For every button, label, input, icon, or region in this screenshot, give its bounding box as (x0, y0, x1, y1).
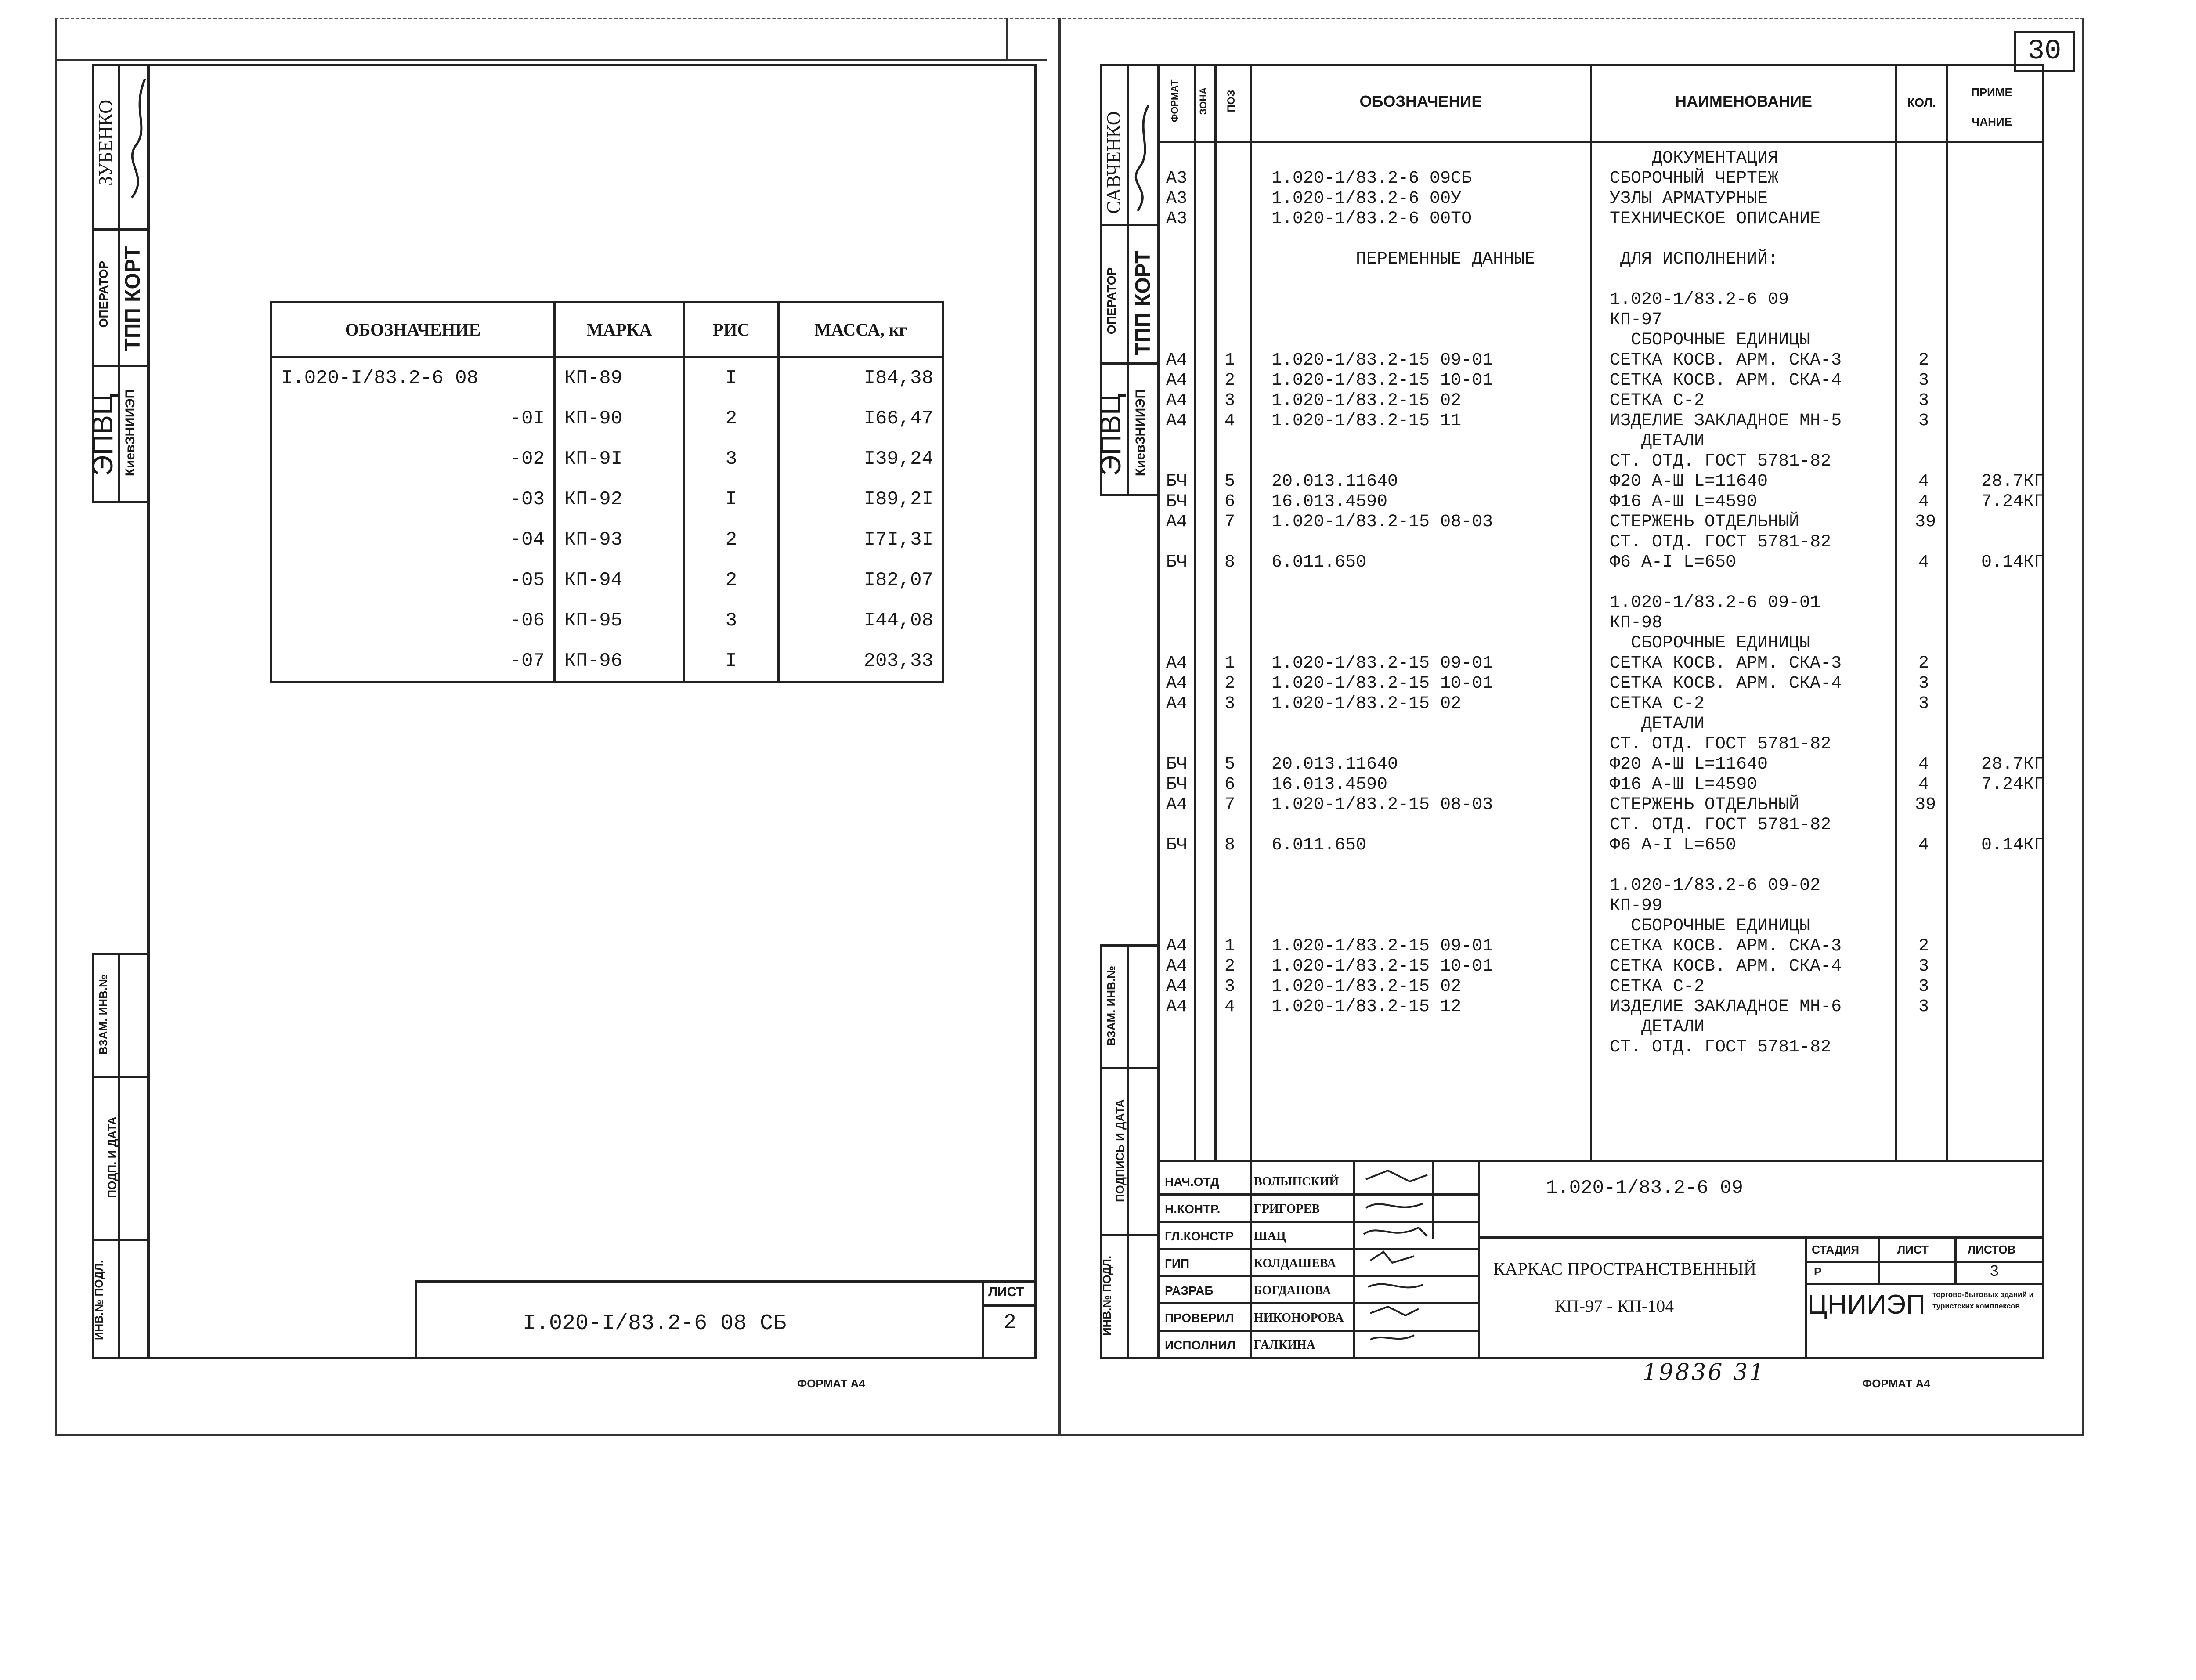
spec-format: А4 (1166, 795, 1188, 815)
spec-designation: ПЕРЕМЕННЫЕ ДАННЫЕ (1271, 249, 1535, 269)
spec-row (0, 249, 2196, 270)
spec-qty: 2 (1918, 936, 1929, 956)
spec-row (0, 633, 2196, 654)
stamp-org-bottom: КиевЗНИИЭП (123, 389, 137, 477)
side-label-vzam: ВЗАМ. ИНВ.№ (1105, 965, 1118, 1046)
cell-mark: КП-95 (555, 600, 684, 641)
stamp-operator-label: ОПЕРАТОР (97, 260, 110, 328)
tb-line (1432, 1160, 1434, 1239)
spec-designation: 1.020-1/83.2-15 02 (1271, 391, 1462, 411)
spec-name: СТЕРЖЕНЬ ОТДЕЛЬНЫЙ (1610, 795, 1800, 815)
tb-role: ГЛ.КОНСТР (1165, 1229, 1234, 1243)
cell-fig: I (684, 479, 779, 520)
header-note-bottom: ЧАНИЕ (1972, 115, 2012, 128)
spec-name: СЕТКА С-2 (1610, 977, 1705, 997)
org-name: ЦНИИЭП (1807, 1290, 1925, 1320)
spec-name: СТ. ОТД. ГОСТ 5781-82 (1610, 815, 1831, 835)
cell-fig: 2 (684, 520, 779, 560)
spec-pos: 1 (1224, 936, 1235, 956)
spec-qty: 3 (1918, 391, 1929, 411)
spec-row (0, 148, 2196, 169)
spec-name: 1.020-1/83.2-6 09-01 (1610, 593, 1821, 613)
spec-name: 1.020-1/83.2-6 09 (1610, 290, 1789, 310)
spec-name: ДЕТАЛИ (1610, 431, 1705, 451)
right-title-designation: 1.020-1/83.2-6 09 (1546, 1177, 1743, 1199)
spec-row (0, 573, 2196, 593)
side-label-podp: ПОДПИСЬ И ДАТА (1113, 1099, 1127, 1203)
spec-format: А4 (1166, 977, 1188, 997)
spec-format: А4 (1166, 391, 1188, 411)
spec-row (0, 189, 2196, 209)
cell-mark: КП-89 (555, 357, 684, 399)
spec-name: СЕТКА КОСВ. АРМ. СКА-3 (1610, 654, 1842, 673)
spec-name: СТ. ОТД. ГОСТ 5781-82 (1610, 734, 1831, 754)
header-pos: ПОЗ (1225, 90, 1237, 112)
spec-name: Ф6 А-I L=650 (1610, 553, 1737, 572)
spec-format: БЧ (1166, 775, 1188, 795)
spec-name: Ф6 А-I L=650 (1610, 835, 1737, 855)
spec-pos: 8 (1224, 835, 1235, 855)
spec-name: СБОРОЧНЫЕ ЕДИНИЦЫ (1610, 633, 1810, 653)
header-format: ФОРМАТ (1169, 79, 1180, 123)
cell-mass: I39,24 (779, 439, 943, 479)
spec-format: БЧ (1166, 472, 1188, 491)
spec-row (0, 613, 2196, 633)
side-label-inv: ИНВ.№ ПОДЛ. (92, 1260, 105, 1340)
spec-pos: 3 (1224, 694, 1235, 714)
spec-name: Ф16 А-Ш L=4590 (1610, 492, 1758, 512)
spec-qty: 4 (1918, 775, 1929, 795)
spec-qty: 39 (1915, 512, 1936, 532)
col-header-fig: РИС (684, 302, 779, 357)
spec-pos: 6 (1224, 492, 1235, 512)
spec-row (0, 452, 2196, 472)
spec-qty: 39 (1915, 795, 1936, 815)
cell-mark: КП-96 (555, 641, 684, 683)
spec-name: ДОКУМЕНТАЦИЯ (1610, 148, 1779, 168)
spec-designation: 16.013.4590 (1271, 492, 1388, 512)
tb-role: ИСПОЛНИЛ (1165, 1338, 1236, 1352)
header-zone: ЗОНА (1198, 87, 1209, 115)
spec-row (0, 856, 2196, 876)
spec-designation: 1.020-1/83.2-15 09-01 (1271, 654, 1493, 673)
spec-qty: 3 (1918, 371, 1929, 390)
spec-row (0, 654, 2196, 674)
spec-row (0, 290, 2196, 310)
spec-format: А4 (1166, 654, 1188, 673)
right-format-label: ФОРМАТ А4 (1862, 1377, 1930, 1390)
spec-name: УЗЛЫ АРМАТУРНЫЕ (1610, 189, 1768, 209)
spec-name: СБОРОЧНЫЙ ЧЕРТЕЖ (1610, 169, 1779, 188)
stage-label: СТАДИЯ (1812, 1243, 1860, 1256)
spec-qty: 2 (1918, 654, 1929, 673)
spec-name: КП-99 (1610, 896, 1663, 916)
spec-row (0, 815, 2196, 835)
spec-row (0, 997, 2196, 1017)
spec-designation: 1.020-1/83.2-15 08-03 (1271, 795, 1493, 815)
cell-designation: -05 (271, 560, 555, 600)
spec-designation: 1.020-1/83.2-15 08-03 (1271, 512, 1493, 532)
spec-note: 0.14КГ (1981, 553, 2044, 572)
spec-name: Ф16 А-Ш L=4590 (1610, 775, 1758, 795)
spec-row (0, 1017, 2196, 1037)
spec-row (0, 532, 2196, 553)
stamp-operator-value: ТПП КОРТ (1131, 250, 1155, 356)
tb-line (1478, 1160, 1480, 1359)
cell-fig: 2 (684, 398, 779, 439)
spec-pos: 2 (1224, 957, 1235, 976)
spec-name: КП-97 (1610, 310, 1663, 330)
tb-line (1878, 1236, 1880, 1283)
spec-pos: 3 (1224, 977, 1235, 997)
spec-row (0, 957, 2196, 977)
spec-name: ДЛЯ ИСПОЛНЕНИЙ: (1610, 249, 1779, 269)
cell-mark: КП-93 (555, 520, 684, 560)
stage-value: Р (1814, 1265, 1822, 1278)
spec-name: СТ. ОТД. ГОСТ 5781-82 (1610, 532, 1831, 552)
spec-row (0, 795, 2196, 815)
spec-format: А3 (1166, 189, 1188, 209)
header-designation: ОБОЗНАЧЕНИЕ (1359, 92, 1482, 110)
spec-name: СТ. ОТД. ГОСТ 5781-82 (1610, 1037, 1831, 1057)
spec-designation: 6.011.650 (1271, 553, 1367, 572)
spec-row (0, 472, 2196, 492)
spec-row (0, 350, 2196, 371)
tb-person: ВОЛЫНСКИЙ (1254, 1175, 1339, 1189)
top-bar-left (55, 18, 1047, 61)
spec-row (0, 330, 2196, 350)
cell-fig: I (684, 641, 779, 683)
spec-format: БЧ (1166, 553, 1188, 572)
title-line1: КАРКАС ПРОСТРАНСТВЕННЫЙ (1493, 1259, 1756, 1279)
side-divider (1100, 1234, 1159, 1236)
tb-person: ГРИГОРЕВ (1254, 1202, 1320, 1216)
cell-mark: КП-94 (555, 560, 684, 600)
cell-mark: КП-90 (555, 398, 684, 439)
spec-qty: 3 (1918, 957, 1929, 976)
cell-designation: I.020-I/83.2-6 08 (271, 357, 555, 399)
cell-mass: I89,2I (779, 479, 943, 520)
stamp-org-top: ЭПВЦ (86, 394, 119, 476)
cell-fig: 3 (684, 439, 779, 479)
title-line2: КП-97 - КП-104 (1555, 1296, 1674, 1316)
spec-name: СТ. ОТД. ГОСТ 5781-82 (1610, 452, 1831, 471)
spec-name: ИЗДЕЛИЕ ЗАКЛАДНОЕ МН-5 (1610, 411, 1842, 431)
spec-row (0, 371, 2196, 391)
title-block-divider (982, 1280, 984, 1359)
spec-note: 7.24КГ (1981, 775, 2044, 795)
spec-pos: 1 (1224, 654, 1235, 673)
tb-person: ГАЛКИНА (1254, 1338, 1315, 1352)
spec-designation: 1.020-1/83.2-15 10-01 (1271, 371, 1493, 390)
spec-pos: 8 (1224, 553, 1235, 572)
cell-mass: I82,07 (779, 560, 943, 600)
spec-rows (0, 148, 2196, 1159)
spec-pos: 7 (1224, 795, 1235, 815)
spec-row (0, 593, 2196, 613)
cell-fig: 2 (684, 560, 779, 600)
header-name: НАИМЕНОВАНИЕ (1675, 92, 1812, 110)
col-header-designation: ОБОЗНАЧЕНИЕ (271, 302, 555, 357)
spec-name: СЕТКА КОСВ. АРМ. СКА-3 (1610, 936, 1842, 956)
side-divider (92, 1239, 149, 1241)
spec-note: 7.24КГ (1981, 492, 2044, 512)
tb-role: Н.КОНТР. (1165, 1202, 1221, 1216)
spec-format: А3 (1166, 209, 1188, 229)
spec-row (0, 916, 2196, 936)
stamp-operator-value: ТПП КОРТ (121, 246, 144, 351)
tb-role: РАЗРАБ (1165, 1284, 1214, 1297)
stamp-name: САВЧЕНКО (1103, 111, 1124, 214)
spec-name: СЕТКА КОСВ. АРМ. СКА-4 (1610, 957, 1842, 976)
tb-role: НАЧ.ОТД (1165, 1175, 1219, 1189)
cell-mass: I66,47 (779, 398, 943, 439)
spec-pos: 4 (1224, 997, 1235, 1017)
left-format-label: ФОРМАТ А4 (797, 1377, 865, 1390)
spec-row (0, 512, 2196, 532)
tb-person: БОГДАНОВА (1254, 1284, 1331, 1297)
spec-designation: 1.020-1/83.2-15 12 (1271, 997, 1462, 1017)
spec-header-bottom (1157, 141, 2044, 143)
spec-qty: 3 (1918, 411, 1929, 431)
spec-row (0, 734, 2196, 755)
page-number-box: 30 (2014, 31, 2075, 72)
cell-designation: -07 (271, 641, 555, 683)
spec-designation: 1.020-1/83.2-6 00ТО (1271, 209, 1472, 229)
spec-row (0, 876, 2196, 896)
spec-qty: 3 (1918, 694, 1929, 714)
tb-line (1805, 1283, 2044, 1285)
spec-qty: 4 (1918, 553, 1929, 572)
stamp-operator-label: ОПЕРАТОР (1105, 267, 1118, 335)
side-label-podp: ПОДП. И ДАТА (105, 1116, 119, 1198)
stamp-name: ЗУБЕНКО (95, 99, 116, 186)
spec-format: БЧ (1166, 835, 1188, 855)
spec-format: А4 (1166, 997, 1188, 1017)
spec-name: ДЕТАЛИ (1610, 714, 1705, 734)
spec-name: СЕТКА С-2 (1610, 694, 1705, 714)
cell-mass: I44,08 (779, 600, 943, 641)
spec-name: СБОРОЧНЫЕ ЕДИНИЦЫ (1610, 916, 1810, 936)
spec-format: А4 (1166, 371, 1188, 390)
spec-row (0, 310, 2196, 330)
spec-row (0, 977, 2196, 997)
org-subtitle: торгово-бытовых зданий и туристских комплексов (1932, 1290, 2034, 1310)
spec-row (0, 411, 2196, 431)
spec-row (0, 229, 2196, 249)
spec-qty: 4 (1918, 492, 1929, 512)
spec-qty: 2 (1918, 350, 1929, 370)
spec-format: А4 (1166, 957, 1188, 976)
spec-name: 1.020-1/83.2-6 09-02 (1610, 876, 1821, 896)
spec-row (0, 694, 2196, 714)
spec-format: А4 (1166, 936, 1188, 956)
spec-note: 0.14КГ (1981, 835, 2044, 855)
spec-format: А3 (1166, 169, 1188, 188)
spec-designation: 16.013.4590 (1271, 775, 1388, 795)
spec-row (0, 431, 2196, 452)
tb-role: ПРОВЕРИЛ (1165, 1311, 1234, 1325)
sheets-label: ЛИСТОВ (1968, 1243, 2016, 1256)
col-header-mark: МАРКА (555, 302, 684, 357)
spec-name: СЕТКА КОСВ. АРМ. СКА-4 (1610, 674, 1842, 694)
spec-pos: 3 (1224, 391, 1235, 411)
spec-row (0, 755, 2196, 775)
cell-mark: КП-9I (555, 439, 684, 479)
spec-format: А4 (1166, 674, 1188, 694)
spec-designation: 1.020-1/83.2-15 09-01 (1271, 350, 1493, 370)
header-note-top: ПРИМЕ (1971, 86, 2012, 99)
spec-designation: 1.020-1/83.2-15 10-01 (1271, 674, 1493, 694)
spec-name: Ф20 А-Ш L=11640 (1610, 472, 1768, 491)
spec-row (0, 936, 2196, 957)
stamp-org-bottom: КиевЗНИИЭП (1133, 389, 1148, 477)
spec-note: 28.7КГ (1981, 755, 2044, 774)
spec-name: СЕТКА КОСВ. АРМ. СКА-4 (1610, 371, 1842, 390)
cell-mark: КП-92 (555, 479, 684, 520)
spec-designation: 20.013.11640 (1271, 472, 1398, 491)
left-sheet-value: 2 (1004, 1311, 1016, 1335)
spec-format: А4 (1166, 411, 1188, 431)
top-bar-cell (1006, 18, 1008, 61)
cell-mass: 203,33 (779, 641, 943, 683)
spec-pos: 4 (1224, 411, 1235, 431)
spec-name: ТЕХНИЧЕСКОЕ ОПИСАНИЕ (1610, 209, 1821, 229)
spec-row (0, 169, 2196, 189)
spec-row (0, 553, 2196, 573)
cell-designation: -03 (271, 479, 555, 520)
spec-designation: 1.020-1/83.2-6 00У (1271, 189, 1462, 209)
spec-designation: 1.020-1/83.2-6 09СБ (1271, 169, 1472, 188)
spec-row (0, 209, 2196, 229)
spec-pos: 2 (1224, 674, 1235, 694)
spec-name: ИЗДЕЛИЕ ЗАКЛАДНОЕ МН-6 (1610, 997, 1842, 1017)
spec-row (0, 492, 2196, 512)
spec-name: Ф20 А-Ш L=11640 (1610, 755, 1768, 774)
cell-mass: I84,38 (779, 357, 943, 399)
spec-pos: 5 (1224, 472, 1235, 491)
spec-pos: 5 (1224, 755, 1235, 774)
spec-name: СТЕРЖЕНЬ ОТДЕЛЬНЫЙ (1610, 512, 1800, 532)
title-block-divider (982, 1304, 1037, 1307)
spec-name: КП-98 (1610, 613, 1663, 633)
handwritten-number: 19836 31 (1643, 1359, 1766, 1386)
tb-role: ГИП (1165, 1257, 1190, 1270)
spec-qty: 3 (1918, 977, 1929, 997)
cell-designation: -0I (271, 398, 555, 439)
spec-format: А4 (1166, 694, 1188, 714)
spec-row (0, 1037, 2196, 1058)
spec-name: СЕТКА КОСВ. АРМ. СКА-3 (1610, 350, 1842, 370)
cell-fig: 3 (684, 600, 779, 641)
spec-pos: 6 (1224, 775, 1235, 795)
col-header-mass: МАССА, кг (779, 302, 943, 357)
header-qty: КОЛ. (1907, 96, 1936, 109)
spec-qty: 4 (1918, 835, 1929, 855)
spec-qty: 3 (1918, 674, 1929, 694)
spec-designation: 1.020-1/83.2-15 11 (1271, 411, 1462, 431)
cell-fig: I (684, 357, 779, 399)
spec-qty: 4 (1918, 472, 1929, 491)
spec-row (0, 714, 2196, 734)
spec-row (0, 896, 2196, 916)
spec-designation: 1.020-1/83.2-15 09-01 (1271, 936, 1493, 956)
spec-name: СЕТКА С-2 (1610, 391, 1705, 411)
spec-format: БЧ (1166, 755, 1188, 774)
tb-person: НИКОНОРОВА (1254, 1311, 1344, 1325)
tb-person: КОЛДАШЕВА (1254, 1257, 1336, 1270)
spec-pos: 7 (1224, 512, 1235, 532)
spec-name: СБОРОЧНЫЕ ЕДИНИЦЫ (1610, 330, 1810, 350)
spec-designation: 20.013.11640 (1271, 755, 1398, 774)
cell-designation: -02 (271, 439, 555, 479)
left-title-designation: I.020-I/83.2-6 08 СБ (523, 1311, 787, 1336)
stamp-org-top: ЭПВЦ (1094, 394, 1127, 476)
cell-mass: I7I,3I (779, 520, 943, 560)
spec-format: А4 (1166, 512, 1188, 532)
spec-pos: 1 (1224, 350, 1235, 370)
spec-row (0, 270, 2196, 290)
spec-row (0, 775, 2196, 795)
spec-format: А4 (1166, 350, 1188, 370)
sheets-value: 3 (1990, 1263, 1999, 1281)
spec-designation: 1.020-1/83.2-15 10-01 (1271, 957, 1493, 976)
side-label-inv: ИНВ.№ ПОДЛ. (1100, 1255, 1113, 1336)
spec-row (0, 835, 2196, 856)
sheet-label: ЛИСТ (1897, 1243, 1929, 1256)
tb-line (1478, 1236, 2044, 1239)
spec-note: 28.7КГ (1981, 472, 2044, 491)
spec-row (0, 391, 2196, 411)
spec-qty: 4 (1918, 755, 1929, 774)
spec-format: БЧ (1166, 492, 1188, 512)
spec-qty: 3 (1918, 997, 1929, 1017)
tb-person: ШАЦ (1254, 1229, 1286, 1243)
spec-designation: 1.020-1/83.2-15 02 (1271, 977, 1462, 997)
spec-designation: 1.020-1/83.2-15 02 (1271, 694, 1462, 714)
cell-designation: -06 (271, 600, 555, 641)
tb-line (1805, 1261, 2044, 1263)
signatures (1357, 1162, 1432, 1359)
tb-line (1954, 1236, 1957, 1283)
spec-name: ДЕТАЛИ (1610, 1017, 1705, 1037)
spec-row (0, 674, 2196, 694)
cell-designation: -04 (271, 520, 555, 560)
spec-designation: 6.011.650 (1271, 835, 1367, 855)
left-sheet-label: ЛИСТ (988, 1285, 1024, 1299)
side-label-vzam: ВЗАМ. ИНВ.№ (97, 974, 110, 1055)
spec-pos: 2 (1224, 371, 1235, 390)
